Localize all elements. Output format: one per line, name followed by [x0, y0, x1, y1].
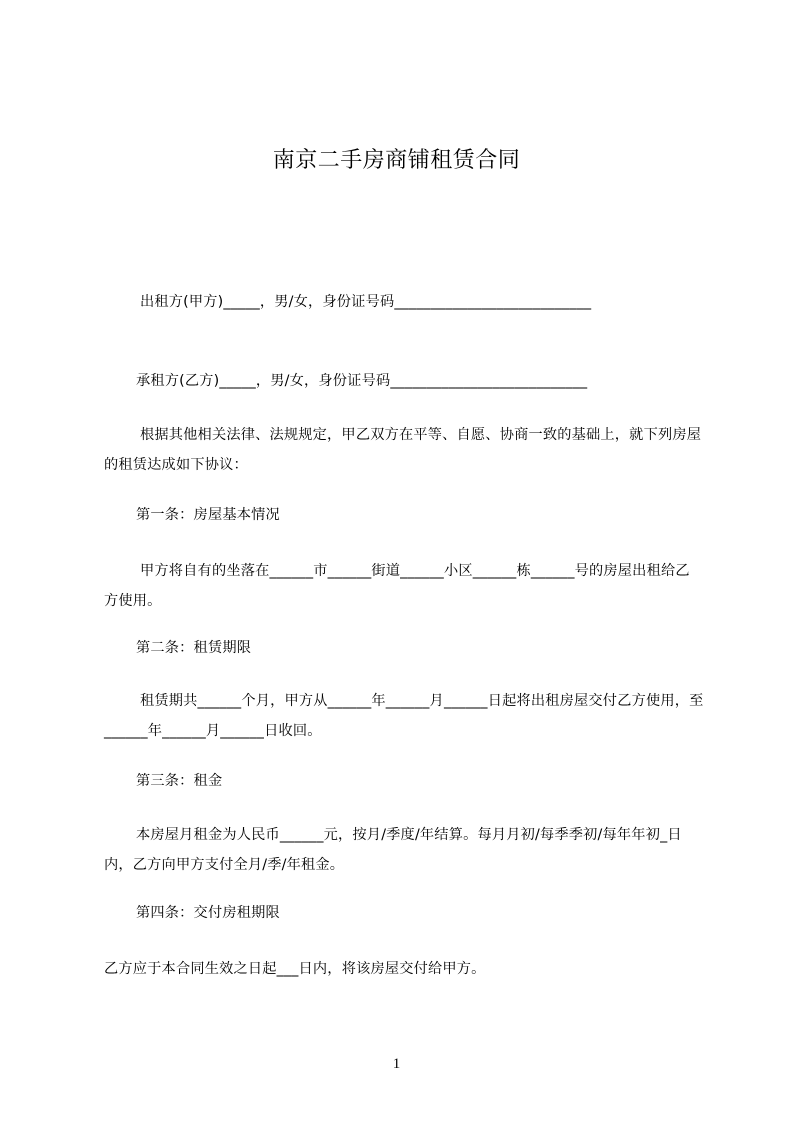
lessor-line: 出租方(甲方)_____，男/女，身份证号码___________________________: [140, 294, 592, 310]
article-1-heading: 第一条：房屋基本情况: [136, 507, 280, 523]
lessee-line: 承租方(乙方)_____，男/女，身份证号码___________________________: [136, 373, 588, 389]
document-title: 南京二手房商铺租赁合同: [272, 148, 521, 173]
article-3-body: 本房屋月租金为人民币______元，按月/季度/年结算。每月月初/每季季初/每年年初_日内，乙方向甲方支付全月/季/年租金。: [104, 827, 682, 873]
preamble-paragraph: 根据其他相关法律、法规规定，甲乙双方在平等、自愿、协商一致的基础上，就下列房屋的租赁达成如下协议：: [104, 427, 702, 473]
article-2-heading: 第二条：租赁期限: [136, 640, 252, 656]
article-3-heading: 第三条：租金: [136, 773, 223, 789]
page-number: 1: [392, 1056, 401, 1072]
article-4-body: 乙方应于本合同生效之日起___日内，将该房屋交付给甲方。: [104, 961, 486, 977]
article-2-body: 租赁期共______个月，甲方从______年______月______日起将出租房屋交付乙方使用，至______年______月______日收回。: [104, 693, 704, 739]
article-4-heading: 第四条：交付房租期限: [136, 905, 280, 921]
article-1-body: 甲方将自有的坐落在______市______街道______小区______栋______号的房屋出租给乙方使用。: [104, 563, 690, 609]
